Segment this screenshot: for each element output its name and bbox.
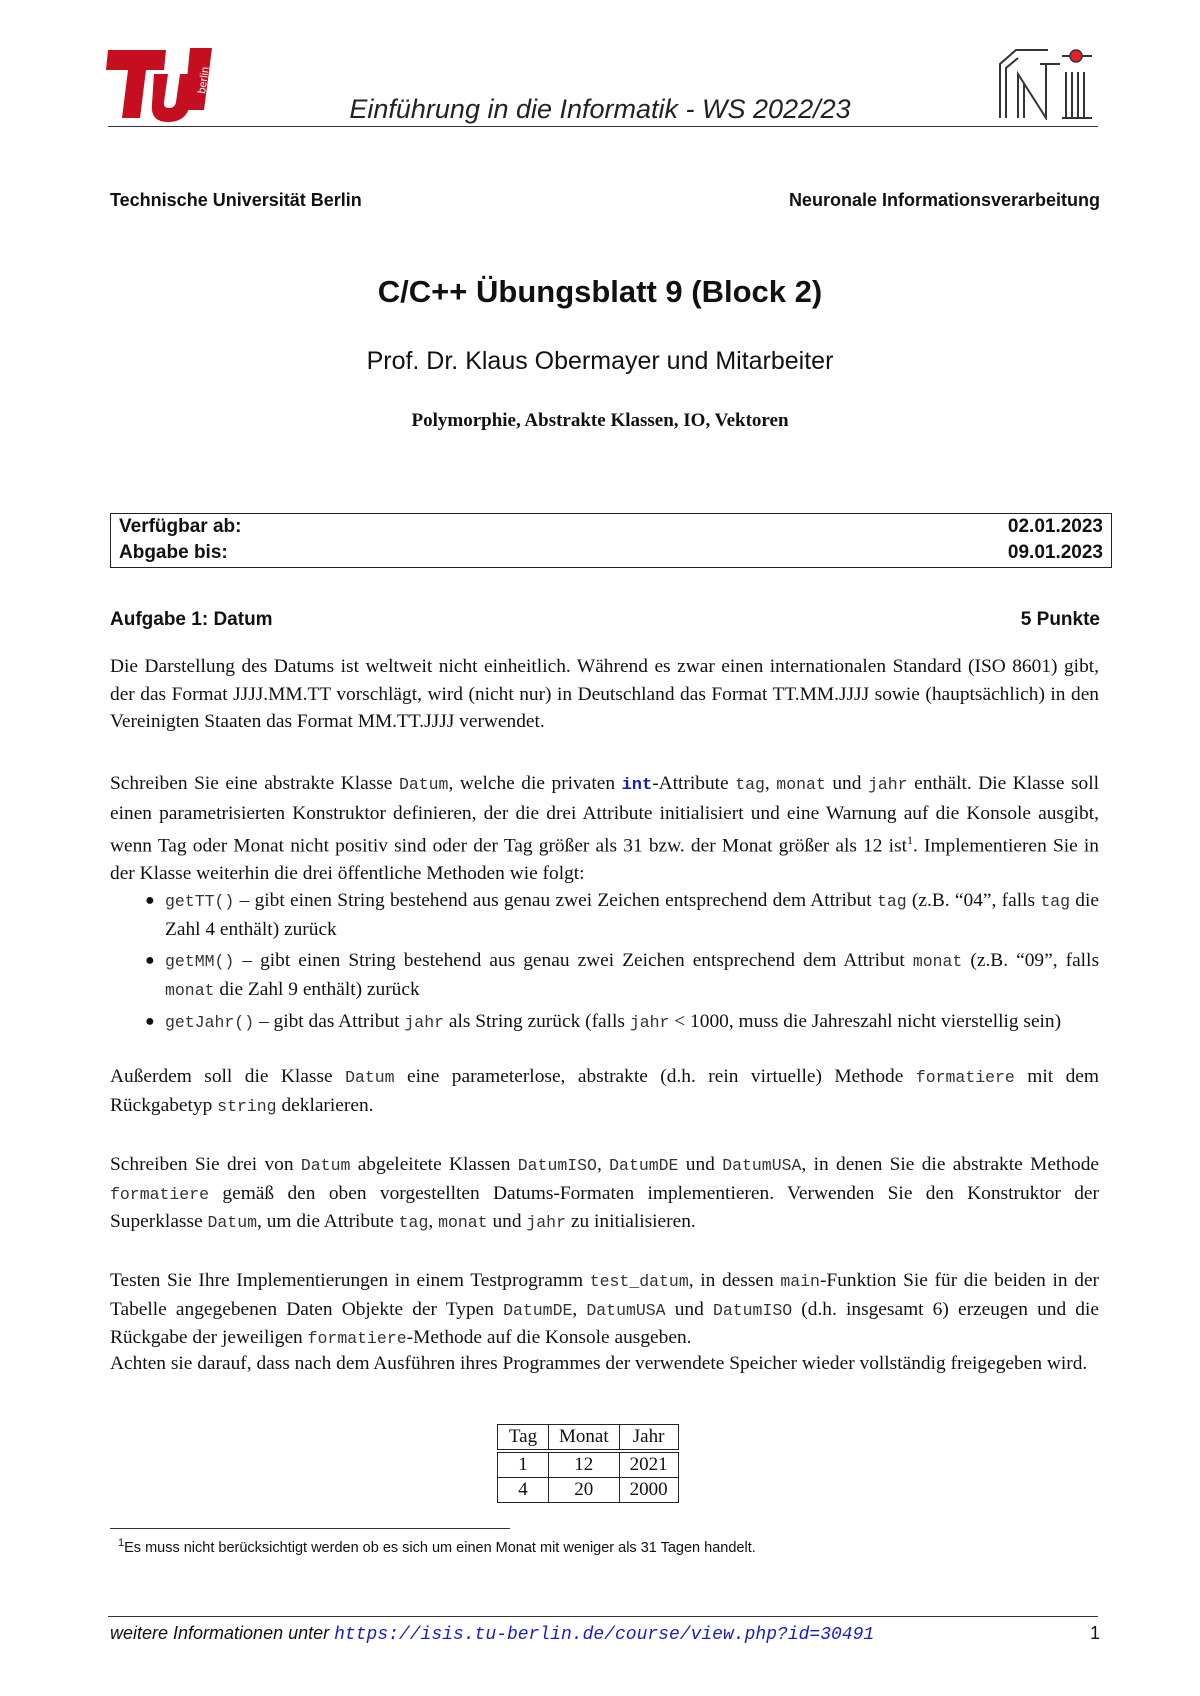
list-item: ● getTT() – gibt einen String bestehend aus genau zwei Zeichen entsprechend dem Attribut tag (z.B. “04”, falls tag die Zahl 4 enthält) zurück	[110, 887, 1099, 943]
list-item: ● getMM() – gibt einen String bestehend aus genau zwei Zeichen entsprechend dem Attribut monat (z.B. “09”, falls monat die Zahl 9 enthält) zurück	[110, 947, 1099, 1004]
table-cell: 2000	[619, 1478, 678, 1503]
due-row	[119, 542, 1103, 568]
footnote-ref: 1	[907, 833, 913, 848]
authors: Prof. Dr. Klaus Obermayer und Mitarbeiter	[366, 347, 834, 375]
header-course-title: Einführung in die Informatik - WS 2022/23	[349, 94, 851, 124]
table-cell: 1	[498, 1451, 549, 1478]
course-link[interactable]: https://isis.tu-berlin.de/course/view.php?id=30491	[334, 1625, 875, 1645]
available-label: Verfügbar ab:	[119, 516, 242, 537]
table-header: Monat	[549, 1425, 620, 1452]
available-date: 02.01.2023	[1007, 516, 1103, 537]
page-title: C/C++ Übungsblatt 9 (Block 2)	[377, 274, 823, 309]
bullet-icon: ●	[145, 892, 155, 909]
page-number: 1	[1089, 1623, 1100, 1643]
code-method: getTT()	[165, 892, 235, 911]
code-method: getJahr()	[165, 1013, 255, 1033]
paragraph-memory: Achten sie darauf, dass nach dem Ausführen ihres Programmes der verwendete Speicher wieder vollständig freigegeben wird.	[110, 1353, 1088, 1374]
table-header: Tag	[498, 1425, 549, 1452]
department-name: Neuronale Informationsverarbeitung	[788, 190, 1100, 210]
available-row	[119, 516, 1103, 542]
task-points: 5 Punkte	[1020, 609, 1100, 630]
footnote	[118, 1537, 756, 1556]
code-method: getMM()	[165, 952, 235, 972]
table-row	[498, 1478, 679, 1503]
tu-logo-text: berlin	[196, 66, 212, 95]
paragraph-class-spec: Schreiben Sie eine abstrakte Klasse Datum, welche die privaten int-Attribute tag, monat und jahr enthält. Die Klasse soll einen parametrisierten Konstruktor definieren, der die drei Attribute initialisiert und eine Warnung auf die Konsole ausgibt, wenn Tag oder Monat nicht positiv sind oder der Tag größer als 31 bzw. der Monat größer als 12 ist$^1$. Implementieren Sie in der Klasse weiterhin die drei öffentliche Methoden wie folgt:	[110, 773, 1100, 885]
footer	[110, 1623, 874, 1645]
topics: Polymorphie, Abstrakte Klassen, IO, Vektoren	[411, 410, 789, 431]
bullet-icon: ●	[145, 952, 155, 970]
footnote-rule	[110, 1528, 510, 1529]
university-name: Technische Universität Berlin	[110, 190, 362, 210]
footnote-mark: 1	[118, 1537, 125, 1549]
dates-table	[497, 1424, 679, 1503]
code-jahr: jahr	[867, 775, 908, 794]
footnote-text: Es muss nicht berücksichtigt werden ob es sich um einen Monat mit weniger als 31 Tagen handelt.	[124, 1539, 756, 1556]
table-cell: 12	[549, 1451, 620, 1478]
table-row	[498, 1451, 679, 1478]
task-title: Aufgabe 1: Datum	[110, 609, 273, 630]
keyword-int: int	[621, 776, 653, 795]
table-cell: 2021	[619, 1451, 678, 1478]
table-header-row	[498, 1425, 679, 1452]
due-label: Abgabe bis:	[119, 542, 228, 563]
paragraph-intro: Die Darstellung des Datums ist weltweit nicht einheitlich. Während es zwar einen internationalen Standard (ISO 8601) gibt, der das Format JJJJ.MM.TT vorschlägt, wird (nicht nur) in Deutschland das Format TT.MM.JJJJ sowie (hauptsächlich) in den Vereinigten Staaten das Format MM.TT.JJJJ verwendet.	[110, 656, 1099, 733]
due-date: 09.01.2023	[1007, 542, 1103, 563]
bullet-icon: ●	[145, 1013, 155, 1031]
footer-label: weitere Informationen unter	[110, 1623, 335, 1643]
paragraph-derived-classes: Schreiben Sie drei von Datum abgeleitete Klassen DatumISO, DatumDE und DatumUSA, in denen Sie die abstrakte Methode formatiere gemäß den oben vorgestellten Datums-Formaten implementieren. Verwenden Sie den Konstruktor der Superklasse Datum, um die Attribute tag, monat und jahr zu initialisieren.	[110, 1154, 1100, 1233]
table-cell: 20	[549, 1478, 620, 1503]
paragraph-abstract-method: Außerdem soll die Klasse Datum eine parameterlose, abstrakte (d.h. rein virtuelle) Methode formatiere mit dem Rückgabetyp string deklarieren.	[110, 1066, 1099, 1116]
header-rule	[108, 126, 1098, 127]
footer-rule	[108, 1616, 1098, 1617]
table-header: Jahr	[619, 1425, 678, 1452]
list-item: ● getJahr() – gibt das Attribut jahr als String zurück (falls jahr < 1000, muss die Jahreszahl nicht vierstellig sein)	[110, 1008, 1099, 1037]
code-tag: tag	[735, 775, 765, 794]
method-list	[110, 887, 1099, 1041]
code-datum: Datum	[398, 775, 449, 794]
code-monat: monat	[776, 775, 826, 794]
paragraph-test: Testen Sie Ihre Implementierungen in einem Testprogramm test_datum, in dessen main-Funktion Sie für die beiden in der Tabelle angegebenen Daten Objekte der Typen DatumDE, DatumUSA und DatumISO (d.h. insgesamt 6) erzeugen und die Rückgabe der jeweiligen formatiere-Methode auf die Konsole ausgeben.	[110, 1270, 1100, 1349]
dates-box	[110, 513, 1112, 568]
table-cell: 4	[498, 1478, 549, 1503]
